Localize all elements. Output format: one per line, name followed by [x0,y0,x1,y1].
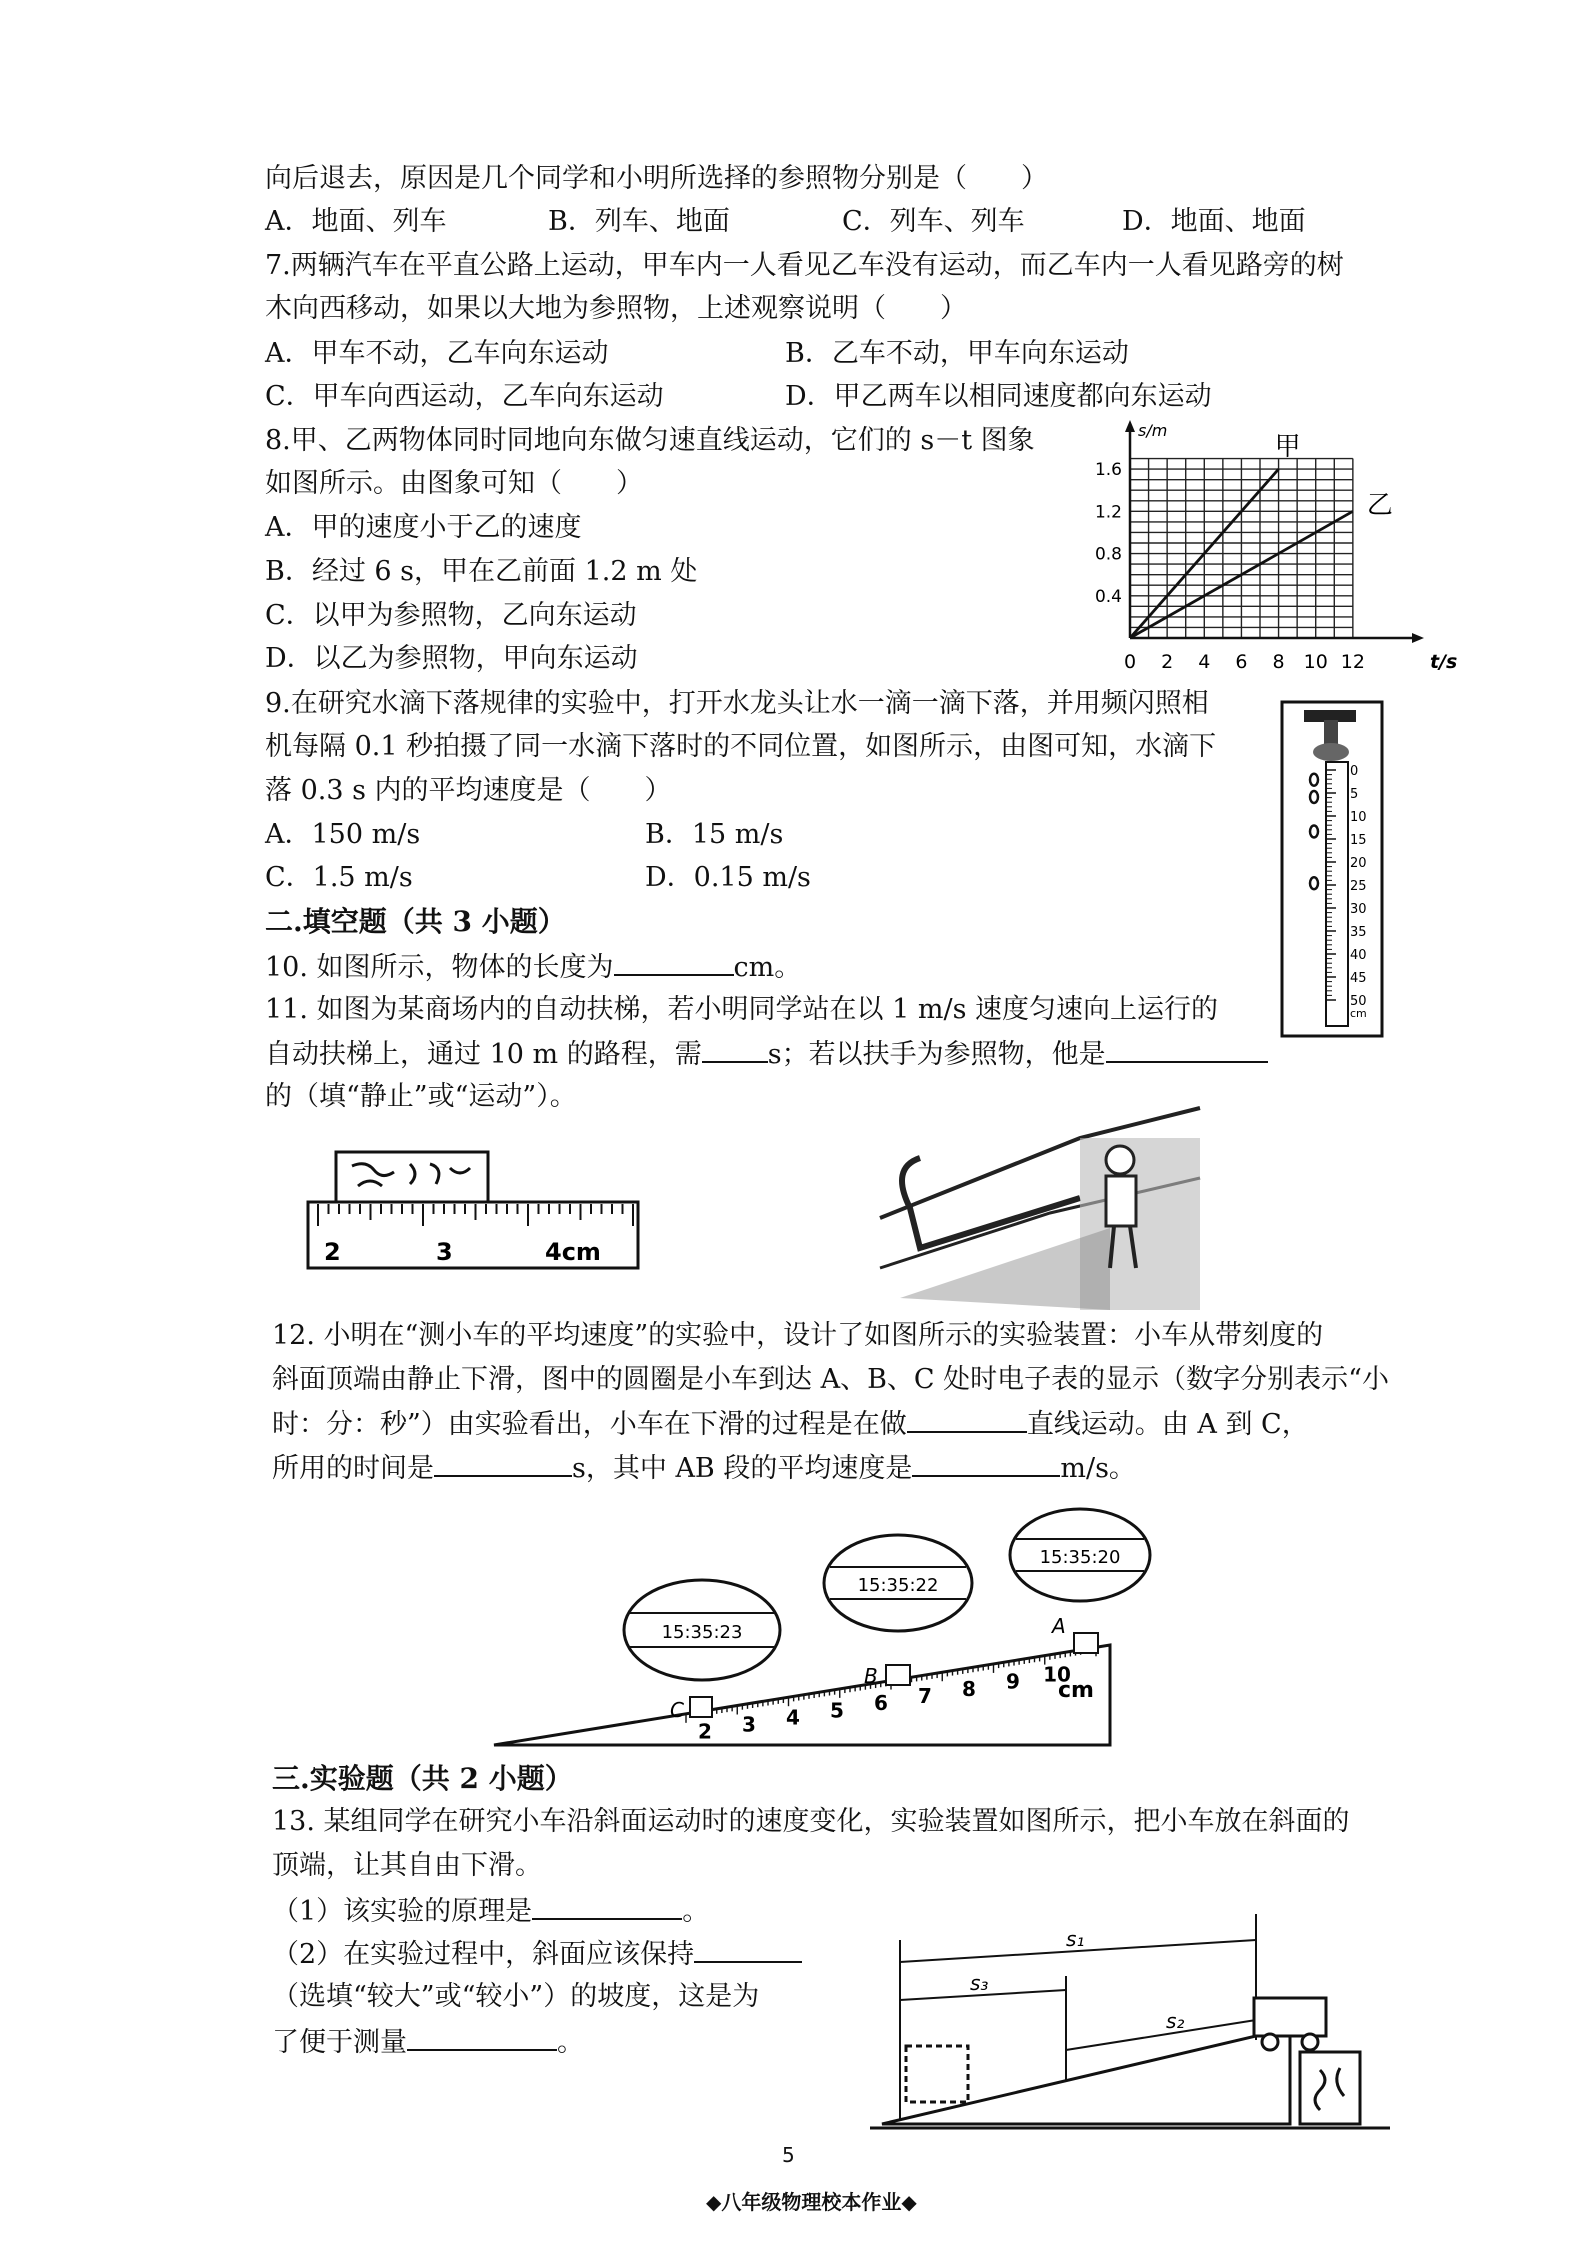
x-axis-arrow [1412,633,1424,643]
point-b-label: B [864,1664,878,1688]
water-drop [1310,791,1318,803]
q7-option-a: A．甲车不动，乙车向东运动 [265,338,609,369]
q7-option-d: D．甲乙两车以相同速度都向东运动 [785,381,1212,412]
series-label-yi: 乙 [1366,490,1393,521]
x-axis-label: t/s [1430,651,1458,673]
q8-stem-line2: 如图所示。由图象可知（ ） [265,468,643,499]
s1-label: s₁ [1066,1927,1085,1951]
ruler-label-3: 3 [436,1238,453,1266]
incline-tick-label: 10 [1043,1662,1071,1687]
q9-option-d: D．0.15 m/s [645,862,811,893]
cart-c [690,1697,712,1717]
q12-stem-line4 [272,1451,1136,1485]
q12-time-blank[interactable] [434,1451,572,1477]
y-axis-arrow [1125,420,1135,432]
clock-a [1010,1509,1150,1601]
clock-a-time: 15:35:20 [1039,1547,1121,1568]
q13-part2-line2: （选填“较大”或“较小”）的坡度，这是为 [272,1981,760,2012]
q13-part1 [272,1894,709,1928]
q9-stem-line3: 落 0.3 s 内的平均速度是（ ） [265,775,672,806]
x-tick-label: 12 [1340,651,1365,673]
q9-option-b: B．15 m/s [645,819,784,850]
q10-line [265,950,801,984]
q13-part2-end: 。 [557,2027,584,2058]
water-drop-ruler-figure [1278,700,1386,1040]
q8-stem-line1: 8.甲、乙两物体同时同地向东做匀速直线运动，它们的 s－t 图象 [265,425,1035,456]
ruler-tick-label: 25 [1350,879,1367,894]
q12-stem-line2: 斜面顶端由静止下滑，图中的圆圈是小车到达 A、B、C 处时电子表的显示（数字分别表示“小 [272,1364,1389,1395]
ruler-tick-label: 5 [1350,787,1359,802]
q12-text-c: 所用的时间是 [272,1453,434,1484]
incline-tick-label: 7 [918,1684,932,1709]
incline-tick-label: 6 [874,1691,888,1716]
water-drop [1310,774,1318,786]
x-tick-label: 6 [1235,651,1248,673]
q9-stem-line2: 机每隔 0.1 秒拍摄了同一水滴下落时的不同位置，如图所示，由图可知，水滴下 [265,731,1217,762]
q6-option-c: C．列车、列车 [842,206,1025,237]
cart-b [886,1665,910,1685]
q13-part2-line1 [272,1937,802,1971]
q12-text-a: 时：分：秒”）由实验看出，小车在下滑的过程是在做 [272,1409,907,1440]
incline-tick-label: 9 [1006,1669,1020,1694]
q6-stem-continued: 向后退去，原因是几个同学和小明所选择的参照物分别是（ ） [265,163,1048,194]
q8-option-c: C．以甲为参照物，乙向东运动 [265,600,637,631]
q6-option-b: B．列车、地面 [548,206,730,237]
incline-tick-label: 4 [786,1705,800,1730]
ruler-tick-label: 40 [1350,948,1367,963]
ruler-tick-label: 50 [1350,994,1367,1009]
escalator-figure [880,1098,1200,1310]
q13-part2-text: （2）在实验过程中，斜面应该保持 [272,1939,695,1970]
ruler-label-2: 2 [324,1238,341,1266]
q6-option-d: D．地面、地面 [1122,206,1306,237]
q13-measure-blank[interactable] [407,2025,557,2051]
series-label-jia: 甲 [1274,432,1301,463]
st-graph-grid [1130,459,1353,638]
water-drop [1310,877,1318,889]
q7-option-c: C．甲车向西运动，乙车向东运动 [265,381,664,412]
y-tick-label: 1.6 [1094,460,1122,481]
q11-text-a: 自动扶梯上，通过 10 m 的路程，需 [265,1039,702,1070]
incline-tick-label: 8 [962,1676,976,1701]
x-tick-label: 10 [1303,651,1328,673]
point-c-label: C [670,1698,684,1722]
section-2-heading: 二.填空题（共 3 小题） [265,905,566,938]
clock-b [824,1535,972,1631]
s2-label: s₂ [1166,2009,1185,2033]
q11-stem-line1: 11. 如图为某商场内的自动扶梯，若小明同学站在以 1 m/s 速度匀速向上运行的 [265,994,1219,1025]
cart-a [1074,1633,1098,1653]
incline-tick-label: 5 [830,1698,844,1723]
q13-part1-end: 。 [682,1896,710,1927]
ruler-label-4cm: 4cm [545,1238,601,1266]
y-tick-label: 0.4 [1094,586,1122,607]
ruler-tick-label: 30 [1350,902,1367,917]
q12-text-d: s，其中 AB 段的平均速度是 [572,1453,913,1484]
ruler-tick-label: 10 [1350,810,1367,825]
section-3-heading: 三.实验题（共 2 小题） [272,1762,573,1795]
q10-answer-blank[interactable] [614,950,734,976]
q13-part2-line3 [272,2025,584,2059]
q9-option-c: C．1.5 m/s [265,862,413,893]
ruler-tick-label: 15 [1350,833,1367,848]
q11-stem-line2 [265,1037,1268,1071]
support-block [1300,2052,1360,2124]
y-axis-label: s/m [1138,421,1168,440]
q13-incline [882,2028,1290,2124]
q7-option-b: B．乙车不动，甲车向东运动 [785,338,1129,369]
incline-ramp [494,1645,1110,1745]
q9-stem-line1: 9.在研究水滴下落规律的实验中，打开水龙头让水一滴一滴下落，并用频闪照相 [265,688,1209,719]
x-tick-label: 2 [1161,651,1174,673]
x-tick-label: 4 [1198,651,1211,673]
measured-object [336,1152,488,1202]
ruler-unit: cm [1350,1007,1367,1020]
incline-tick-label: 2 [698,1719,712,1744]
q8-option-a: A．甲的速度小于乙的速度 [265,512,582,543]
q9-option-a: A．150 m/s [265,819,421,850]
ruler-tick-label: 35 [1350,925,1367,940]
incline-clock-figure [490,1495,1150,1755]
incline-tick-label: 3 [742,1712,756,1737]
ruler-tick-label: 45 [1350,971,1367,986]
clock-c [624,1580,780,1680]
q11-stem-line3: 的（填“静止”或“运动”）。 [265,1081,577,1112]
q12-stem-line3 [272,1407,1309,1441]
q10-unit: cm。 [733,952,802,983]
incline-unit: cm [1058,1678,1094,1703]
clock-c-time: 15:35:23 [661,1622,743,1643]
q7-stem-line2: 木向西移动，如果以大地为参照物，上述观察说明（ ） [265,293,967,324]
x-tick-label: 8 [1272,651,1285,673]
q11-state-blank[interactable] [1106,1037,1268,1063]
incline-s1-s2-s3-figure [870,1900,1390,2140]
ruler-tick-label: 0 [1350,764,1359,779]
q12-speed-blank[interactable] [912,1451,1060,1477]
q13-part2-text-c: 了便于测量 [272,2027,407,2058]
q7-stem-line1: 7.两辆汽车在平直公路上运动，甲车内一人看见乙车没有运动，而乙车内一人看见路旁的树 [265,250,1344,281]
clock-b-time: 15:35:22 [857,1575,939,1596]
q10-stem: 10. 如图所示，物体的长度为 [265,952,614,983]
q13-slope-blank[interactable] [694,1937,802,1963]
q11-time-blank[interactable] [702,1037,768,1063]
st-graph [1085,418,1458,678]
q8-option-b: B．经过 6 s，甲在乙前面 1.2 m 处 [265,556,698,587]
y-tick-label: 1.2 [1094,502,1122,523]
ruler-object-figure [300,1140,650,1280]
q12-motion-blank[interactable] [907,1407,1027,1433]
x-tick-label: 0 [1123,651,1137,673]
q12-text-b: 直线运动。由 A 到 C， [1026,1409,1309,1440]
water-drop [1310,826,1318,838]
point-a-label: A [1052,1614,1066,1638]
q11-text-b: s；若以扶手为参照物，他是 [767,1039,1106,1070]
q13-principle-blank[interactable] [532,1894,682,1920]
q12-text-e: m/s。 [1060,1453,1136,1484]
q6-option-a: A．地面、列车 [265,206,447,237]
q13-stem-line1: 13. 某组同学在研究小车沿斜面运动时的速度变化，实验装置如图所示，把小车放在斜面的 [272,1806,1350,1837]
ruler-tick-label: 20 [1350,856,1367,871]
page-number: 5 [782,2143,795,2167]
q12-stem-line1: 12. 小明在“测小车的平均速度”的实验中，设计了如图所示的实验装置：小车从带刻度的 [272,1320,1324,1351]
footer-title: ◆八年级物理校本作业◆ [706,2190,917,2214]
q13-part1-text: （1）该实验的原理是 [272,1896,533,1927]
y-tick-label: 0.8 [1094,544,1122,565]
cart-start-dashed [906,2046,968,2102]
q13-stem-line2: 顶端，让其自由下滑。 [272,1850,542,1881]
q8-option-d: D．以乙为参照物，甲向东运动 [265,643,638,674]
cart-end [1254,1998,1326,2036]
s3-label: s₃ [970,1971,989,1995]
